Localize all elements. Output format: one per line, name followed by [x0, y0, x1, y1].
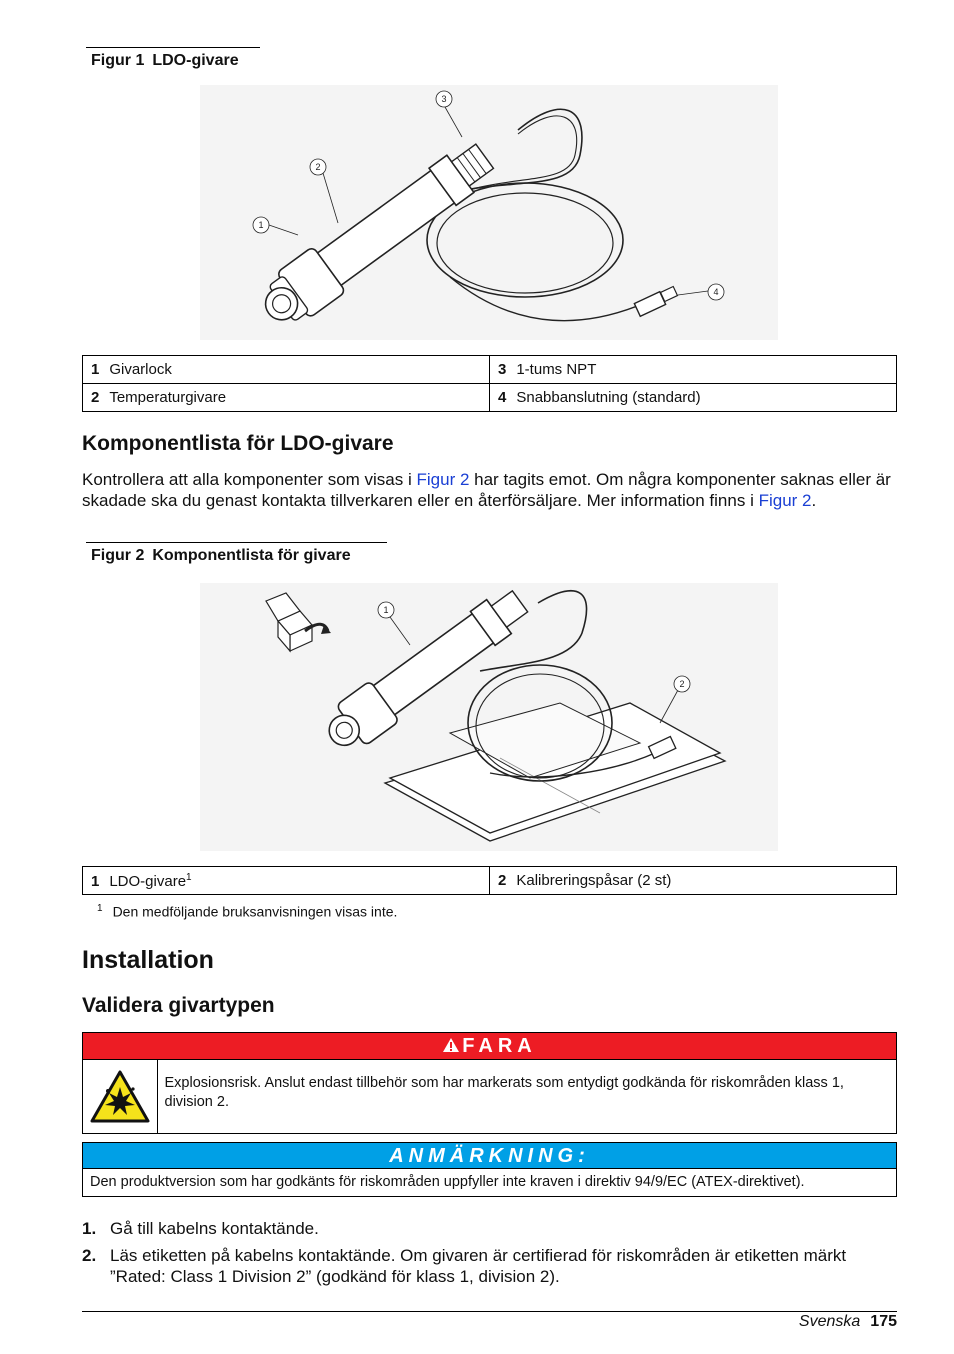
note-notice	[82, 1142, 897, 1197]
figure-2-footnote	[97, 903, 397, 920]
list-item	[82, 1218, 872, 1239]
step-text: Läs etiketten på kabelns kontaktände. Om givaren är certifierad för riskområden är etiketten märkt ”Rated: Class 1 Division 2” (godkänd för klass 1, division 2).	[110, 1246, 847, 1286]
figure-2-number: Figur 2	[91, 547, 145, 564]
list-item	[82, 1245, 872, 1287]
legend-label: LDO-givare	[109, 872, 187, 890]
figure-2-link[interactable]: Figur 2	[416, 470, 470, 489]
footnote-mark: 1	[97, 903, 103, 914]
figure-1-callout-2: 2	[315, 162, 321, 172]
danger-icon-cell	[83, 1060, 158, 1133]
legend-label: Kalibreringspåsar (2 st)	[516, 872, 672, 889]
figure-1-callout-3: 3	[441, 94, 447, 104]
footer-divider	[82, 1311, 897, 1312]
legend-cell	[490, 867, 897, 895]
legend-key: 1	[91, 361, 100, 378]
note-label: ANMÄRKNING:	[83, 1143, 896, 1169]
figure-2-legend-table	[82, 866, 897, 895]
legend-cell	[490, 356, 897, 384]
legend-label: Snabbanslutning (standard)	[516, 389, 701, 406]
footer-language: Svenska	[798, 1313, 861, 1330]
note-text: Den produktversion som har godkänts för riskområden uppfyller inte kraven i direktiv 94/9/EC (ATEX-direktivet).	[90, 1174, 805, 1190]
figure-2-caption	[86, 542, 387, 565]
validate-sensor-heading: Validera givartypen	[82, 994, 275, 1017]
danger-notice	[82, 1032, 897, 1134]
legend-label: 1-tums NPT	[516, 361, 597, 378]
legend-cell	[83, 356, 490, 384]
installation-heading: Installation	[82, 946, 214, 974]
danger-text: Explosionsrisk. Anslut endast tillbehör som har markerats som entydigt godkända för riskområden klass 1, division 2.	[164, 1075, 844, 1110]
figure-2-title: Komponentlista för givare	[152, 547, 351, 564]
legend-cell	[83, 867, 490, 895]
installation-steps	[82, 1218, 872, 1293]
step-number: 1.	[82, 1219, 97, 1238]
paragraph-text: har tagits emot. Om några komponenter saknas eller är skadade ska du genast kontakta tillverkaren eller en återförsäljare. Mer information finns i	[82, 470, 891, 510]
legend-cell	[490, 384, 897, 412]
legend-cell	[83, 384, 490, 412]
components-heading: Komponentlista för LDO-givare	[82, 432, 394, 455]
legend-key: 2	[498, 872, 507, 889]
page-number: 175	[870, 1313, 897, 1330]
step-number: 2.	[82, 1246, 97, 1265]
figure-1-number: Figur 1	[91, 52, 145, 69]
figure-1-caption	[86, 47, 260, 70]
legend-label: Temperaturgivare	[109, 389, 227, 406]
figure-2-callout-2: 2	[679, 679, 685, 689]
footnote-text: Den medföljande bruksanvisningen visas inte.	[112, 903, 398, 920]
danger-label: FARA	[462, 1035, 537, 1057]
figure-2-link[interactable]: Figur 2	[758, 491, 812, 510]
page-footer	[799, 1313, 897, 1331]
paragraph-text: Kontrollera att alla komponenter som visas i	[82, 470, 417, 489]
legend-label: Givarlock	[109, 361, 172, 378]
legend-key: 1	[91, 872, 100, 890]
figure-1-callout-4: 4	[713, 287, 719, 297]
legend-key: 4	[498, 389, 507, 406]
danger-header	[83, 1033, 896, 1060]
figure-1-callout-1: 1	[258, 220, 264, 230]
explosion-hazard-icon	[89, 1069, 151, 1125]
figure-1-title: LDO-givare	[152, 52, 239, 69]
legend-key: 3	[498, 361, 507, 378]
figure-1-illustration	[200, 85, 778, 340]
figure-2-callout-1: 1	[383, 605, 389, 615]
figure-1-legend-table	[82, 355, 897, 412]
warning-triangle-icon	[442, 1037, 460, 1053]
components-paragraph	[82, 469, 897, 511]
figure-2-illustration	[200, 583, 778, 851]
legend-key: 2	[91, 389, 100, 406]
footnote-reference: 1	[186, 871, 192, 883]
paragraph-text: .	[811, 491, 817, 510]
step-text: Gå till kabelns kontaktände.	[110, 1219, 319, 1238]
